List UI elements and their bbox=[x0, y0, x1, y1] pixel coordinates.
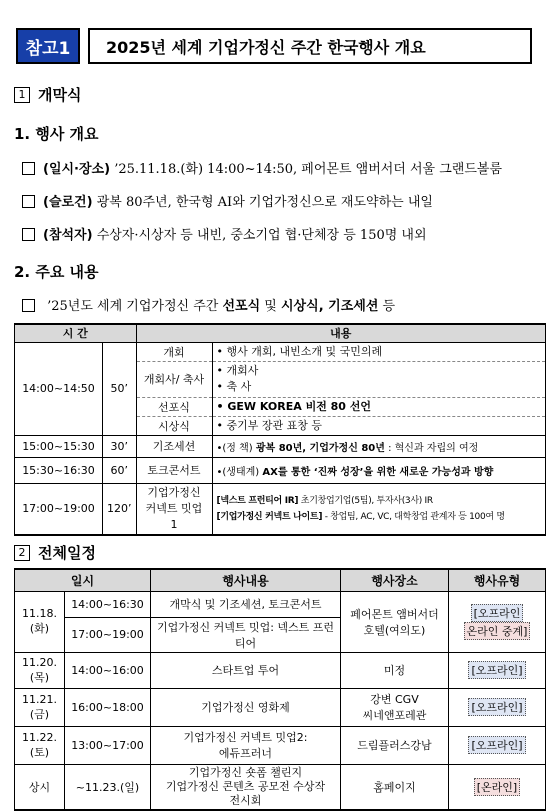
program-name: 시상식 bbox=[136, 416, 212, 435]
program-detail bbox=[212, 416, 546, 435]
duration-cell: 60’ bbox=[103, 457, 137, 483]
program-detail bbox=[212, 342, 546, 361]
section-title: 개막식 bbox=[38, 86, 82, 104]
content-line: 기업가정신 숏폼 챌린지 bbox=[188, 765, 303, 779]
document-title: 2025년 세계 기업가정신 주간 한국행사 개요 bbox=[88, 28, 532, 64]
contents-text: 등 bbox=[378, 299, 396, 314]
date-cell bbox=[15, 688, 65, 726]
time-cell: 13:00~17:00 bbox=[65, 726, 151, 764]
place-cell bbox=[341, 591, 449, 652]
program-detail bbox=[212, 361, 546, 397]
weekday: (목) bbox=[29, 670, 50, 684]
duration-cell: 30’ bbox=[103, 435, 137, 457]
duration-cell: 50’ bbox=[103, 342, 137, 435]
content-line: 에듀프러너 bbox=[218, 747, 273, 760]
reference-tag: 참고1 bbox=[16, 28, 80, 64]
program-name: 선포식 bbox=[136, 397, 212, 416]
duration-cell: 120’ bbox=[103, 483, 137, 535]
detail-bold: AX를 통한 ‘진짜 성장’을 위한 새로운 가능성과 방향 bbox=[262, 466, 494, 478]
date-cell bbox=[15, 726, 65, 764]
type-badge: [온라인] bbox=[474, 778, 520, 796]
date-cell: 상시 bbox=[15, 764, 65, 810]
type-badge: [오프라인] bbox=[468, 698, 525, 716]
col-header-content: 내용 bbox=[136, 324, 546, 342]
program-detail bbox=[212, 397, 546, 416]
weekday: (토) bbox=[29, 745, 50, 759]
section-number-box: 2 bbox=[14, 545, 30, 561]
document-header bbox=[16, 28, 532, 64]
detail-item: • 행사 개회, 내빈소개 및 국민의례 bbox=[216, 344, 383, 358]
time-cell: 16:00~18:00 bbox=[65, 688, 151, 726]
detail-text: 초기창업기업(5팀), 투자사(3사) IR bbox=[298, 495, 433, 506]
contents-bold-1: 선포식 bbox=[222, 299, 261, 314]
place-line: 씨네앤포레관 bbox=[362, 709, 427, 722]
type-cell bbox=[449, 688, 546, 726]
contents-comma: , bbox=[318, 299, 329, 314]
detail-item: • 축 사 bbox=[216, 380, 252, 393]
content-line: 기업가정신 콘텐츠 공모전 수상작 bbox=[165, 779, 326, 793]
content-cell bbox=[151, 764, 341, 810]
detail-item: • GEW KOREA 비전 80 선언 bbox=[216, 399, 372, 413]
detail-bold: 광복 80년, 기업가정신 80년 bbox=[255, 442, 385, 454]
detail-label: •(정 책) bbox=[216, 442, 256, 454]
date-cell bbox=[15, 591, 65, 652]
item-text: 수상자·시상자 등 내빈, 중소기업 협·단체장 등 150명 내외 bbox=[92, 228, 427, 243]
checkbox-icon bbox=[22, 195, 35, 208]
time-cell: 14:00~16:30 bbox=[65, 591, 151, 617]
place-line: 강변 CGV bbox=[370, 693, 419, 706]
section-2-heading bbox=[14, 542, 96, 563]
contents-line bbox=[22, 295, 395, 314]
date: 11.18. bbox=[22, 607, 57, 620]
name-line: 커넥트 밋업 1 bbox=[145, 501, 203, 531]
program-name: 기조세션 bbox=[136, 435, 212, 457]
type-badge: [오프라인 bbox=[471, 604, 524, 622]
detail-line bbox=[217, 493, 542, 509]
place-line: 호텔(여의도) bbox=[363, 623, 426, 637]
time-cell: 17:00~19:00 bbox=[65, 617, 151, 652]
detail-bold: [넥스트 프런티어 IR] bbox=[216, 495, 299, 506]
section-number-box: 1 bbox=[14, 87, 30, 103]
content-cell: 개막식 및 기조세션, 토크콘서트 bbox=[151, 591, 341, 617]
program-name: 개회사/ 축사 bbox=[136, 361, 212, 397]
content-cell bbox=[151, 726, 341, 764]
place-cell: 드림플러스강남 bbox=[341, 726, 449, 764]
place-cell bbox=[341, 688, 449, 726]
place-cell: 미정 bbox=[341, 652, 449, 688]
detail-text: - 창업팀, AC, VC, 대학창업 관계자 등 100여 명 bbox=[322, 511, 505, 522]
checkbox-icon bbox=[22, 299, 35, 312]
detail-item: • 개회사 bbox=[216, 364, 259, 377]
col-header-content: 행사내용 bbox=[151, 569, 341, 591]
col-header-datetime: 일시 bbox=[15, 569, 151, 591]
item-key: (일시·장소) bbox=[43, 162, 111, 177]
contents-bold-3: 기조세션 bbox=[328, 299, 379, 314]
detail-text: : 혁신과 자립의 여정 bbox=[384, 442, 479, 454]
place-line: 페어몬트 앰버서더 bbox=[350, 607, 439, 621]
overview-item-time-place bbox=[22, 158, 502, 177]
program-detail bbox=[212, 435, 546, 457]
type-cell bbox=[449, 726, 546, 764]
type-cell bbox=[449, 652, 546, 688]
checkbox-icon bbox=[22, 228, 35, 241]
content-line: 기업가정신 커넥트 밋업2: bbox=[183, 731, 308, 744]
col-header-place: 행사장소 bbox=[341, 569, 449, 591]
weekday: (화) bbox=[29, 622, 50, 635]
weekday: (금) bbox=[29, 707, 50, 721]
time-cell: 14:00~14:50 bbox=[15, 342, 103, 435]
date-cell bbox=[15, 652, 65, 688]
type-badge: 온라인 중계] bbox=[464, 622, 531, 640]
checkbox-icon bbox=[22, 162, 35, 175]
item-key: (슬로건) bbox=[43, 195, 93, 210]
name-line: 기업가정신 bbox=[147, 485, 201, 499]
overview-item-slogan bbox=[22, 191, 433, 210]
program-detail bbox=[212, 457, 546, 483]
time-cell: 15:00~15:30 bbox=[15, 435, 103, 457]
section-title: 전체일정 bbox=[38, 544, 96, 562]
program-name: 토크콘서트 bbox=[136, 457, 212, 483]
contents-bold-2: 시상식 bbox=[281, 299, 319, 314]
type-cell bbox=[449, 764, 546, 810]
col-header-time: 시 간 bbox=[15, 324, 137, 342]
date: 11.20. bbox=[22, 655, 57, 669]
contents-heading: 2. 주요 내용 bbox=[14, 263, 99, 281]
overview-item-attendees bbox=[22, 224, 427, 243]
detail-label: •(생태계) bbox=[216, 466, 263, 478]
time-cell: ~11.23.(일) bbox=[65, 764, 151, 810]
type-badge: [오프라인] bbox=[468, 736, 525, 754]
date: 11.21. bbox=[22, 692, 57, 706]
detail-item: • 중기부 장관 표창 등 bbox=[216, 418, 322, 432]
col-header-type: 행사유형 bbox=[449, 569, 546, 591]
content-cell: 기업가정신 커넥트 밋업: 넥스트 프런티어 bbox=[151, 617, 341, 652]
time-cell: 14:00~16:00 bbox=[65, 652, 151, 688]
date: 11.22. bbox=[22, 730, 57, 744]
detail-line bbox=[217, 509, 542, 525]
program-detail bbox=[212, 483, 546, 535]
type-cell bbox=[449, 591, 546, 652]
program-name bbox=[136, 483, 212, 535]
detail-bold: [기업가정신 커넥트 나이트] bbox=[216, 511, 323, 522]
content-cell: 기업가정신 영화제 bbox=[151, 688, 341, 726]
section-1-heading bbox=[14, 84, 81, 105]
content-line: 전시회 bbox=[229, 793, 262, 807]
item-key: (참석자) bbox=[43, 228, 93, 243]
type-badge: [오프라인] bbox=[468, 661, 525, 679]
time-cell: 17:00~19:00 bbox=[15, 483, 103, 535]
content-cell: 스타트업 투어 bbox=[151, 652, 341, 688]
schedule-table bbox=[14, 568, 546, 811]
place-cell: 홈페이지 bbox=[341, 764, 449, 810]
item-text: 광복 80주년, 한국형 AI와 기업가정신으로 재도약하는 내일 bbox=[92, 195, 433, 210]
time-cell: 15:30~16:30 bbox=[15, 457, 103, 483]
contents-text: 및 bbox=[260, 299, 281, 314]
item-text: ’25.11.18.(화) 14:00~14:50, 페어몬트 앰버서더 서울 그랜드볼룸 bbox=[110, 162, 503, 177]
program-name: 개회 bbox=[136, 342, 212, 361]
program-table bbox=[14, 323, 546, 536]
contents-text: ’25년도 세계 기업가정신 주간 bbox=[43, 299, 223, 314]
overview-heading: 1. 행사 개요 bbox=[14, 125, 99, 143]
